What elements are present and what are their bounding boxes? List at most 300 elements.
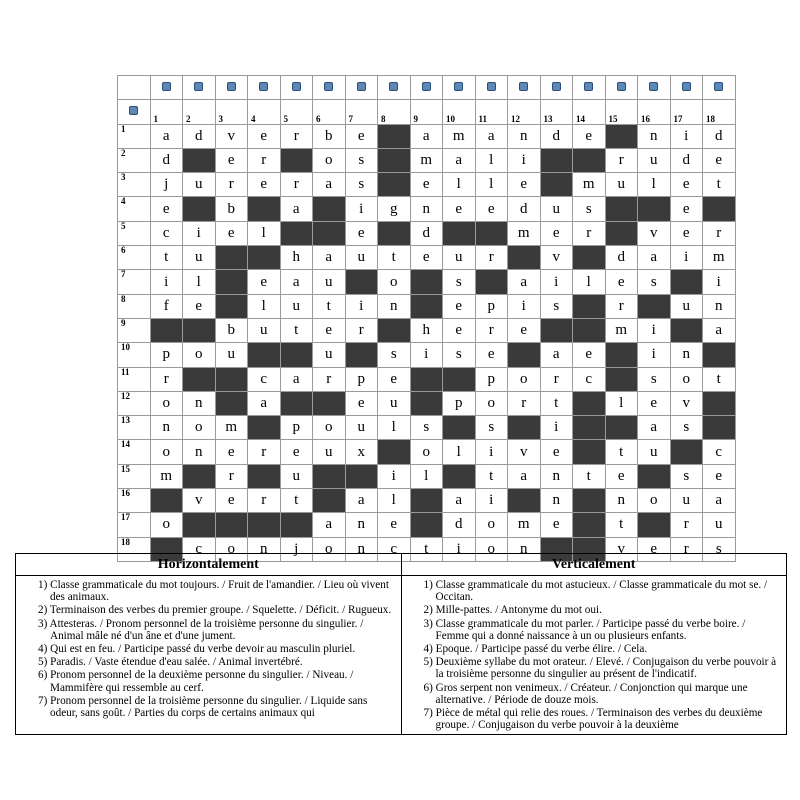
letter-cell[interactable]: e	[540, 221, 573, 245]
letter-cell[interactable]: d	[443, 513, 476, 537]
black-cell[interactable]	[638, 197, 671, 221]
letter-cell[interactable]: s	[345, 148, 378, 172]
letter-cell[interactable]: u	[215, 343, 248, 367]
letter-cell[interactable]: e	[670, 197, 703, 221]
letter-cell[interactable]: l	[475, 148, 508, 172]
letter-cell[interactable]: e	[280, 440, 313, 464]
black-cell[interactable]	[313, 464, 346, 488]
letter-cell[interactable]: l	[378, 416, 411, 440]
letter-cell[interactable]: i	[703, 270, 736, 294]
letter-cell[interactable]: l	[443, 440, 476, 464]
letter-cell[interactable]: a	[248, 391, 281, 415]
letter-cell[interactable]: l	[443, 173, 476, 197]
letter-cell[interactable]: u	[345, 246, 378, 270]
black-cell[interactable]	[183, 148, 216, 172]
letter-cell[interactable]: s	[638, 270, 671, 294]
black-cell[interactable]	[605, 343, 638, 367]
letter-cell[interactable]: s	[703, 537, 736, 561]
black-cell[interactable]	[215, 270, 248, 294]
letter-cell[interactable]: o	[150, 440, 183, 464]
letter-cell[interactable]: e	[540, 513, 573, 537]
letter-cell[interactable]: a	[540, 343, 573, 367]
letter-cell[interactable]: i	[638, 318, 671, 342]
letter-cell[interactable]: e	[605, 270, 638, 294]
black-cell[interactable]	[638, 294, 671, 318]
black-cell[interactable]	[540, 318, 573, 342]
letter-cell[interactable]: n	[248, 537, 281, 561]
black-cell[interactable]	[280, 391, 313, 415]
letter-cell[interactable]: n	[345, 513, 378, 537]
letter-cell[interactable]: e	[410, 246, 443, 270]
letter-cell[interactable]: a	[410, 124, 443, 148]
letter-cell[interactable]: i	[345, 197, 378, 221]
black-cell[interactable]	[573, 294, 606, 318]
letter-cell[interactable]: a	[280, 367, 313, 391]
black-cell[interactable]	[508, 343, 541, 367]
black-cell[interactable]	[573, 246, 606, 270]
letter-cell[interactable]: n	[670, 343, 703, 367]
letter-cell[interactable]: s	[345, 173, 378, 197]
black-cell[interactable]	[378, 148, 411, 172]
letter-cell[interactable]: e	[150, 197, 183, 221]
black-cell[interactable]	[703, 391, 736, 415]
letter-cell[interactable]: t	[280, 318, 313, 342]
letter-cell[interactable]: e	[638, 537, 671, 561]
black-cell[interactable]	[248, 416, 281, 440]
column-handle-cell[interactable]	[183, 76, 216, 100]
letter-cell[interactable]: e	[703, 464, 736, 488]
black-cell[interactable]	[443, 464, 476, 488]
black-cell[interactable]	[605, 367, 638, 391]
letter-cell[interactable]: u	[313, 440, 346, 464]
black-cell[interactable]	[378, 124, 411, 148]
letter-cell[interactable]: m	[703, 246, 736, 270]
letter-cell[interactable]: a	[475, 124, 508, 148]
black-cell[interactable]	[540, 173, 573, 197]
black-cell[interactable]	[150, 318, 183, 342]
letter-cell[interactable]: r	[670, 537, 703, 561]
letter-cell[interactable]: o	[183, 343, 216, 367]
black-cell[interactable]	[410, 367, 443, 391]
letter-cell[interactable]: x	[345, 440, 378, 464]
letter-cell[interactable]: u	[248, 318, 281, 342]
black-cell[interactable]	[345, 464, 378, 488]
letter-cell[interactable]: a	[703, 318, 736, 342]
letter-cell[interactable]: r	[573, 221, 606, 245]
letter-cell[interactable]: h	[280, 246, 313, 270]
black-cell[interactable]	[573, 391, 606, 415]
black-cell[interactable]	[248, 197, 281, 221]
letter-cell[interactable]: l	[378, 489, 411, 513]
letter-cell[interactable]: s	[670, 416, 703, 440]
letter-cell[interactable]: e	[378, 367, 411, 391]
letter-cell[interactable]: o	[410, 440, 443, 464]
letter-cell[interactable]: r	[215, 173, 248, 197]
letter-cell[interactable]: c	[183, 537, 216, 561]
letter-cell[interactable]: l	[475, 173, 508, 197]
letter-cell[interactable]: b	[215, 318, 248, 342]
letter-cell[interactable]: u	[703, 513, 736, 537]
black-cell[interactable]	[573, 148, 606, 172]
black-cell[interactable]	[638, 513, 671, 537]
black-cell[interactable]	[573, 489, 606, 513]
letter-cell[interactable]: r	[605, 148, 638, 172]
letter-cell[interactable]: i	[410, 343, 443, 367]
black-cell[interactable]	[183, 197, 216, 221]
letter-cell[interactable]: e	[443, 294, 476, 318]
black-cell[interactable]	[605, 197, 638, 221]
letter-cell[interactable]: r	[475, 318, 508, 342]
black-cell[interactable]	[248, 246, 281, 270]
letter-cell[interactable]: p	[280, 416, 313, 440]
letter-cell[interactable]: s	[378, 343, 411, 367]
letter-cell[interactable]: e	[345, 221, 378, 245]
letter-cell[interactable]: v	[215, 124, 248, 148]
letter-cell[interactable]: n	[540, 464, 573, 488]
black-cell[interactable]	[508, 416, 541, 440]
letter-cell[interactable]: o	[475, 391, 508, 415]
column-handle-cell[interactable]	[670, 76, 703, 100]
black-cell[interactable]	[378, 221, 411, 245]
letter-cell[interactable]: l	[638, 173, 671, 197]
letter-cell[interactable]: n	[183, 440, 216, 464]
column-handle-cell[interactable]	[410, 76, 443, 100]
letter-cell[interactable]: i	[475, 440, 508, 464]
letter-cell[interactable]: i	[670, 246, 703, 270]
black-cell[interactable]	[540, 148, 573, 172]
black-cell[interactable]	[378, 173, 411, 197]
column-handle-cell[interactable]	[313, 76, 346, 100]
letter-cell[interactable]: u	[605, 173, 638, 197]
letter-cell[interactable]: j	[280, 537, 313, 561]
letter-cell[interactable]: e	[475, 197, 508, 221]
letter-cell[interactable]: r	[475, 246, 508, 270]
black-cell[interactable]	[508, 489, 541, 513]
letter-cell[interactable]: i	[670, 124, 703, 148]
letter-cell[interactable]: a	[313, 173, 346, 197]
letter-cell[interactable]: i	[345, 294, 378, 318]
letter-cell[interactable]: t	[410, 537, 443, 561]
letter-cell[interactable]: m	[573, 173, 606, 197]
letter-cell[interactable]: o	[508, 367, 541, 391]
letter-cell[interactable]: i	[183, 221, 216, 245]
letter-cell[interactable]: e	[248, 270, 281, 294]
black-cell[interactable]	[280, 221, 313, 245]
letter-cell[interactable]: e	[410, 173, 443, 197]
letter-cell[interactable]: v	[183, 489, 216, 513]
column-handle-cell[interactable]	[605, 76, 638, 100]
black-cell[interactable]	[248, 343, 281, 367]
column-handle-cell[interactable]	[378, 76, 411, 100]
letter-cell[interactable]: v	[508, 440, 541, 464]
letter-cell[interactable]: e	[508, 173, 541, 197]
letter-cell[interactable]: e	[573, 124, 606, 148]
letter-cell[interactable]: i	[378, 464, 411, 488]
letter-cell[interactable]: h	[410, 318, 443, 342]
letter-cell[interactable]: e	[670, 221, 703, 245]
letter-cell[interactable]: l	[573, 270, 606, 294]
black-cell[interactable]	[280, 513, 313, 537]
black-cell[interactable]	[248, 513, 281, 537]
black-cell[interactable]	[183, 464, 216, 488]
letter-cell[interactable]: v	[638, 221, 671, 245]
column-handle-cell[interactable]	[280, 76, 313, 100]
black-cell[interactable]	[345, 343, 378, 367]
letter-cell[interactable]: u	[183, 246, 216, 270]
letter-cell[interactable]: m	[605, 318, 638, 342]
letter-cell[interactable]: t	[475, 464, 508, 488]
letter-cell[interactable]: u	[280, 294, 313, 318]
letter-cell[interactable]: e	[345, 391, 378, 415]
letter-cell[interactable]: e	[475, 343, 508, 367]
letter-cell[interactable]: e	[670, 173, 703, 197]
letter-cell[interactable]: a	[443, 489, 476, 513]
black-cell[interactable]	[410, 270, 443, 294]
letter-cell[interactable]: e	[638, 391, 671, 415]
black-cell[interactable]	[410, 391, 443, 415]
letter-cell[interactable]: p	[443, 391, 476, 415]
black-cell[interactable]	[248, 464, 281, 488]
column-handle-cell[interactable]	[443, 76, 476, 100]
letter-cell[interactable]: e	[345, 124, 378, 148]
column-handle-cell[interactable]	[248, 76, 281, 100]
letter-cell[interactable]: r	[508, 391, 541, 415]
black-cell[interactable]	[215, 391, 248, 415]
column-handle-cell[interactable]	[345, 76, 378, 100]
column-handle-cell[interactable]	[638, 76, 671, 100]
letter-cell[interactable]: v	[605, 537, 638, 561]
letter-cell[interactable]: r	[313, 367, 346, 391]
black-cell[interactable]	[313, 197, 346, 221]
black-cell[interactable]	[345, 270, 378, 294]
letter-cell[interactable]: s	[638, 367, 671, 391]
black-cell[interactable]	[378, 440, 411, 464]
column-handle-cell[interactable]	[540, 76, 573, 100]
letter-cell[interactable]: a	[313, 513, 346, 537]
letter-cell[interactable]: a	[345, 489, 378, 513]
letter-cell[interactable]: a	[150, 124, 183, 148]
letter-cell[interactable]: d	[670, 148, 703, 172]
black-cell[interactable]	[670, 318, 703, 342]
letter-cell[interactable]: u	[378, 391, 411, 415]
letter-cell[interactable]: o	[183, 416, 216, 440]
column-handle-cell[interactable]	[508, 76, 541, 100]
letter-cell[interactable]: c	[703, 440, 736, 464]
letter-cell[interactable]: e	[215, 440, 248, 464]
letter-cell[interactable]: i	[150, 270, 183, 294]
letter-cell[interactable]: s	[443, 343, 476, 367]
letter-cell[interactable]: e	[508, 318, 541, 342]
letter-cell[interactable]: o	[638, 489, 671, 513]
letter-cell[interactable]: o	[313, 416, 346, 440]
letter-cell[interactable]: b	[313, 124, 346, 148]
letter-cell[interactable]: i	[638, 343, 671, 367]
black-cell[interactable]	[573, 440, 606, 464]
letter-cell[interactable]: n	[410, 197, 443, 221]
letter-cell[interactable]: o	[150, 391, 183, 415]
letter-cell[interactable]: u	[443, 246, 476, 270]
black-cell[interactable]	[150, 489, 183, 513]
black-cell[interactable]	[605, 124, 638, 148]
letter-cell[interactable]: t	[573, 464, 606, 488]
letter-cell[interactable]: t	[313, 294, 346, 318]
letter-cell[interactable]: u	[313, 270, 346, 294]
letter-cell[interactable]: d	[150, 148, 183, 172]
letter-cell[interactable]: d	[183, 124, 216, 148]
letter-cell[interactable]: e	[443, 318, 476, 342]
letter-cell[interactable]: n	[638, 124, 671, 148]
black-cell[interactable]	[410, 489, 443, 513]
letter-cell[interactable]: b	[215, 197, 248, 221]
column-handle-cell[interactable]	[215, 76, 248, 100]
black-cell[interactable]	[313, 391, 346, 415]
letter-cell[interactable]: t	[703, 173, 736, 197]
letter-cell[interactable]: e	[183, 294, 216, 318]
black-cell[interactable]	[280, 148, 313, 172]
black-cell[interactable]	[573, 416, 606, 440]
letter-cell[interactable]: r	[248, 489, 281, 513]
letter-cell[interactable]: s	[573, 197, 606, 221]
letter-cell[interactable]: u	[638, 148, 671, 172]
black-cell[interactable]	[573, 318, 606, 342]
letter-cell[interactable]: n	[540, 489, 573, 513]
letter-cell[interactable]: u	[183, 173, 216, 197]
letter-cell[interactable]: n	[378, 294, 411, 318]
letter-cell[interactable]: l	[605, 391, 638, 415]
letter-cell[interactable]: l	[410, 464, 443, 488]
letter-cell[interactable]: v	[540, 246, 573, 270]
letter-cell[interactable]: r	[248, 148, 281, 172]
letter-cell[interactable]: e	[378, 513, 411, 537]
letter-cell[interactable]: i	[508, 148, 541, 172]
black-cell[interactable]	[443, 416, 476, 440]
letter-cell[interactable]: m	[443, 124, 476, 148]
letter-cell[interactable]: u	[540, 197, 573, 221]
letter-cell[interactable]: a	[508, 464, 541, 488]
letter-cell[interactable]: n	[150, 416, 183, 440]
letter-cell[interactable]: m	[508, 513, 541, 537]
black-cell[interactable]	[605, 416, 638, 440]
letter-cell[interactable]: r	[280, 124, 313, 148]
black-cell[interactable]	[508, 246, 541, 270]
black-cell[interactable]	[475, 221, 508, 245]
column-handle-cell[interactable]	[475, 76, 508, 100]
black-cell[interactable]	[215, 246, 248, 270]
letter-cell[interactable]: t	[605, 513, 638, 537]
letter-cell[interactable]: a	[280, 270, 313, 294]
letter-cell[interactable]: e	[443, 197, 476, 221]
letter-cell[interactable]: m	[508, 221, 541, 245]
black-cell[interactable]	[215, 367, 248, 391]
letter-cell[interactable]: s	[443, 270, 476, 294]
letter-cell[interactable]: o	[313, 148, 346, 172]
row-handle-cell[interactable]	[118, 100, 151, 124]
letter-cell[interactable]: p	[475, 294, 508, 318]
letter-cell[interactable]: e	[215, 148, 248, 172]
letter-cell[interactable]: g	[378, 197, 411, 221]
letter-cell[interactable]: n	[703, 294, 736, 318]
letter-cell[interactable]: t	[703, 367, 736, 391]
black-cell[interactable]	[475, 270, 508, 294]
black-cell[interactable]	[215, 513, 248, 537]
letter-cell[interactable]: a	[280, 197, 313, 221]
black-cell[interactable]	[703, 197, 736, 221]
letter-cell[interactable]: d	[540, 124, 573, 148]
letter-cell[interactable]: s	[410, 416, 443, 440]
letter-cell[interactable]: i	[475, 489, 508, 513]
letter-cell[interactable]: t	[150, 246, 183, 270]
letter-cell[interactable]: m	[410, 148, 443, 172]
black-cell[interactable]	[703, 416, 736, 440]
letter-cell[interactable]: e	[703, 148, 736, 172]
letter-cell[interactable]: d	[605, 246, 638, 270]
letter-cell[interactable]: i	[540, 270, 573, 294]
black-cell[interactable]	[215, 294, 248, 318]
letter-cell[interactable]: a	[703, 489, 736, 513]
black-cell[interactable]	[605, 221, 638, 245]
letter-cell[interactable]: r	[605, 294, 638, 318]
letter-cell[interactable]: o	[150, 513, 183, 537]
letter-cell[interactable]: r	[670, 513, 703, 537]
letter-cell[interactable]: u	[638, 440, 671, 464]
black-cell[interactable]	[183, 367, 216, 391]
letter-cell[interactable]: c	[150, 221, 183, 245]
letter-cell[interactable]: n	[508, 124, 541, 148]
black-cell[interactable]	[703, 343, 736, 367]
letter-cell[interactable]: u	[313, 343, 346, 367]
black-cell[interactable]	[280, 343, 313, 367]
black-cell[interactable]	[313, 221, 346, 245]
letter-cell[interactable]: t	[540, 391, 573, 415]
black-cell[interactable]	[670, 270, 703, 294]
letter-cell[interactable]: u	[670, 489, 703, 513]
letter-cell[interactable]: u	[280, 464, 313, 488]
letter-cell[interactable]: o	[670, 367, 703, 391]
letter-cell[interactable]: m	[215, 416, 248, 440]
letter-cell[interactable]: l	[248, 294, 281, 318]
letter-cell[interactable]: r	[280, 173, 313, 197]
letter-cell[interactable]: p	[150, 343, 183, 367]
letter-cell[interactable]: r	[703, 221, 736, 245]
letter-cell[interactable]: p	[345, 367, 378, 391]
letter-cell[interactable]: d	[508, 197, 541, 221]
letter-cell[interactable]: r	[540, 367, 573, 391]
letter-cell[interactable]: i	[540, 416, 573, 440]
letter-cell[interactable]: j	[150, 173, 183, 197]
letter-cell[interactable]: u	[345, 416, 378, 440]
letter-cell[interactable]: r	[215, 464, 248, 488]
letter-cell[interactable]: e	[215, 489, 248, 513]
letter-cell[interactable]: a	[638, 246, 671, 270]
letter-cell[interactable]: r	[345, 318, 378, 342]
letter-cell[interactable]: c	[573, 367, 606, 391]
letter-cell[interactable]: v	[670, 391, 703, 415]
black-cell[interactable]	[313, 489, 346, 513]
letter-cell[interactable]: i	[443, 537, 476, 561]
letter-cell[interactable]: l	[183, 270, 216, 294]
letter-cell[interactable]: e	[248, 173, 281, 197]
letter-cell[interactable]: e	[248, 124, 281, 148]
letter-cell[interactable]: m	[150, 464, 183, 488]
black-cell[interactable]	[410, 513, 443, 537]
black-cell[interactable]	[410, 294, 443, 318]
letter-cell[interactable]: c	[378, 537, 411, 561]
letter-cell[interactable]: t	[605, 440, 638, 464]
letter-cell[interactable]: n	[345, 537, 378, 561]
letter-cell[interactable]: o	[475, 513, 508, 537]
letter-cell[interactable]: o	[313, 537, 346, 561]
letter-cell[interactable]: r	[248, 440, 281, 464]
